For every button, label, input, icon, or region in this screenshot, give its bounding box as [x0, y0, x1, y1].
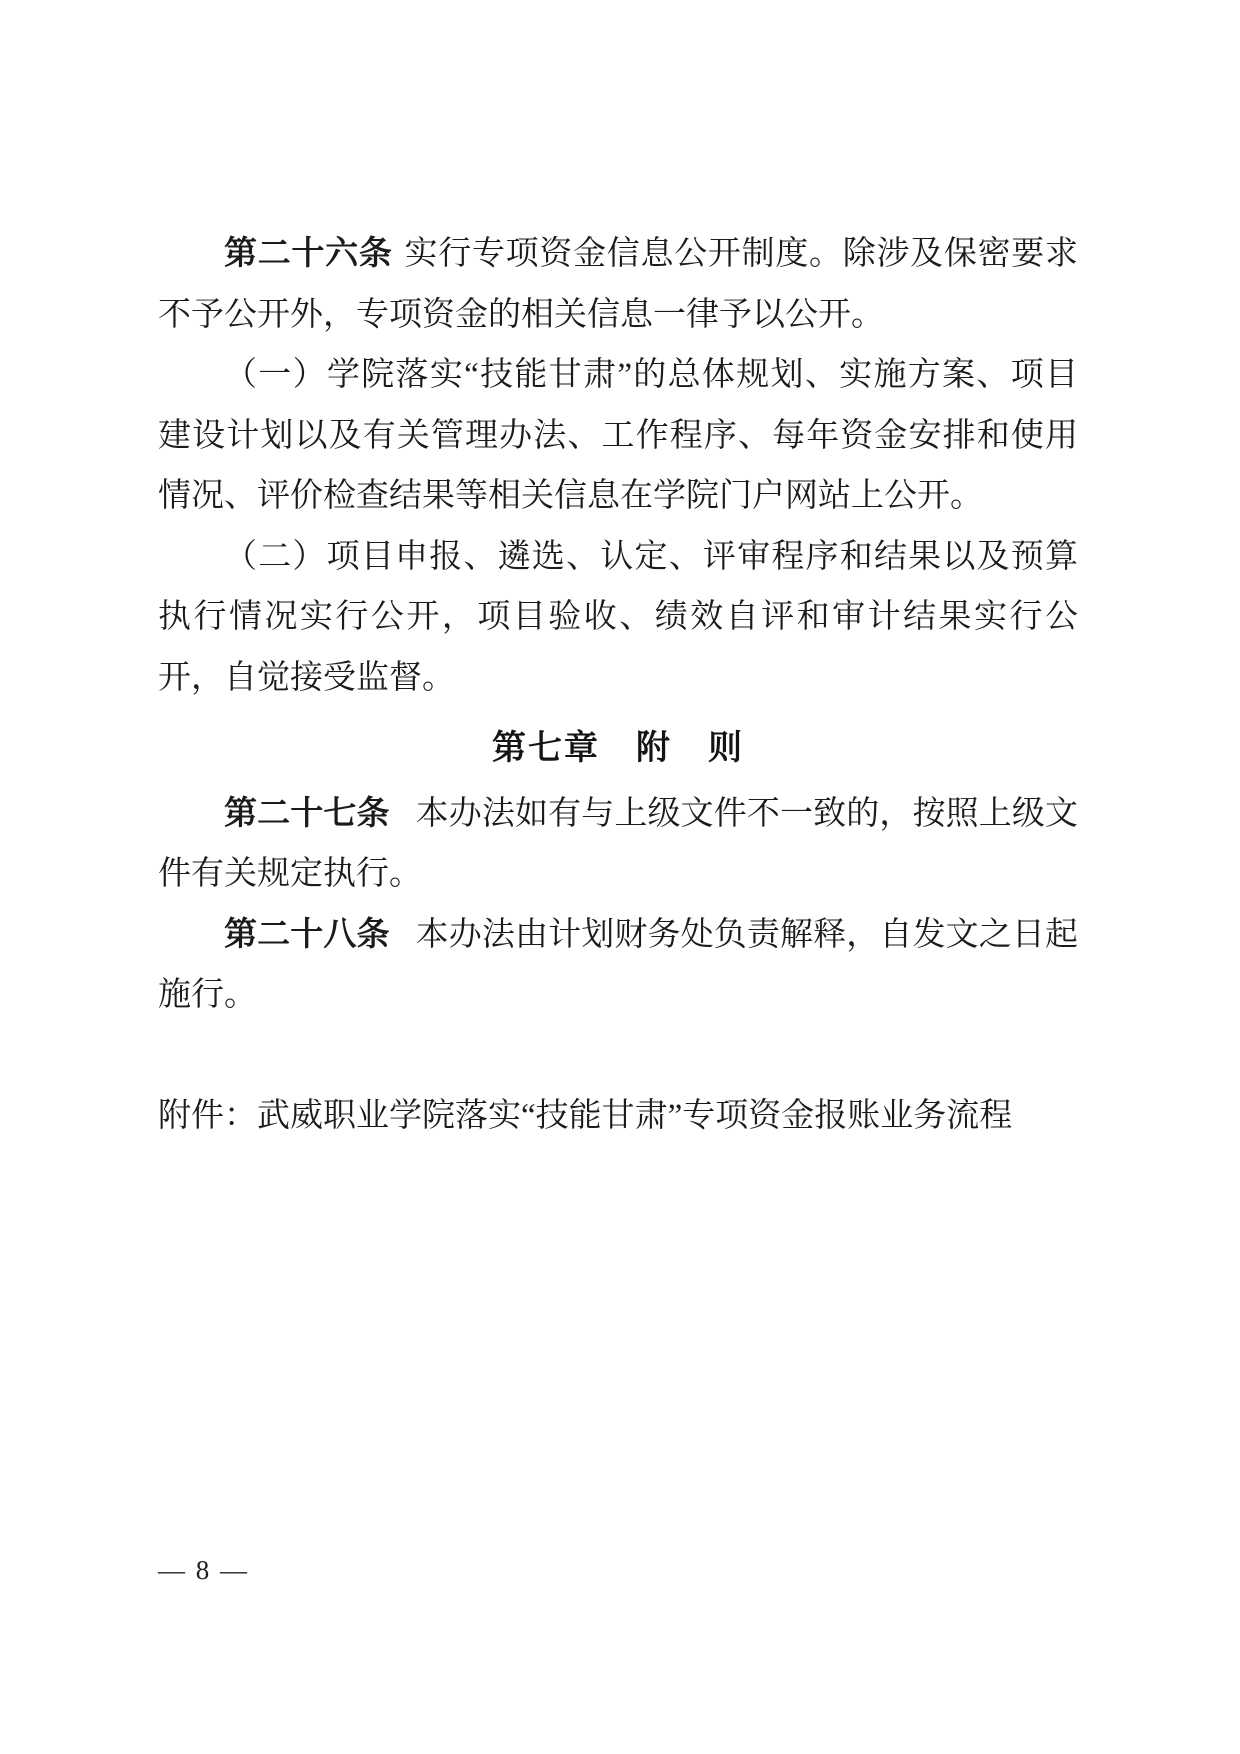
document-body: [158, 224, 1078, 1146]
chapter-heading: 第七章 附 则: [492, 729, 744, 767]
clause-paragraph-2: [158, 527, 1078, 709]
article-27-text: 本办法如有与上级文件不一致的，按照上级文件有关规定执行。: [158, 795, 1078, 892]
clause-2-text: （二）项目申报、遴选、认定、评审程序和结果以及预算执行情况实行公开，项目验收、绩效自评和审计结果实行公开，自觉接受监督。: [158, 538, 1078, 696]
article-26-text: 实行专项资金信息公开制度。除涉及保密要求不予公开外，专项资金的相关信息一律予以公开。: [158, 236, 1079, 333]
article-28-number-label: 第二十八条: [224, 916, 390, 953]
clause-1-text: （一）学院落实“技能甘肃”的总体规划、实施方案、项目建设计划以及有关管理办法、工作程序、每年资金安排和使用情况、评价检查结果等相关信息在学院门户网站上公开。: [158, 357, 1078, 514]
article-27-number-label: 第二十七条: [224, 795, 390, 832]
clause-paragraph-1: [158, 345, 1078, 527]
article-paragraph-27: [158, 784, 1078, 905]
attachment-line: 附件：武威职业学院落实“技能甘肃”专项资金报账业务流程: [158, 1097, 1013, 1134]
article-paragraph-28: [158, 905, 1078, 1026]
article-26-number-label: 第二十六条: [224, 236, 393, 272]
article-28-text: 本办法由计划财务处负责解释，自发文之日起施行。: [158, 916, 1078, 1013]
page-number: — 8 —: [158, 1555, 249, 1585]
article-paragraph-26: [158, 224, 1078, 345]
